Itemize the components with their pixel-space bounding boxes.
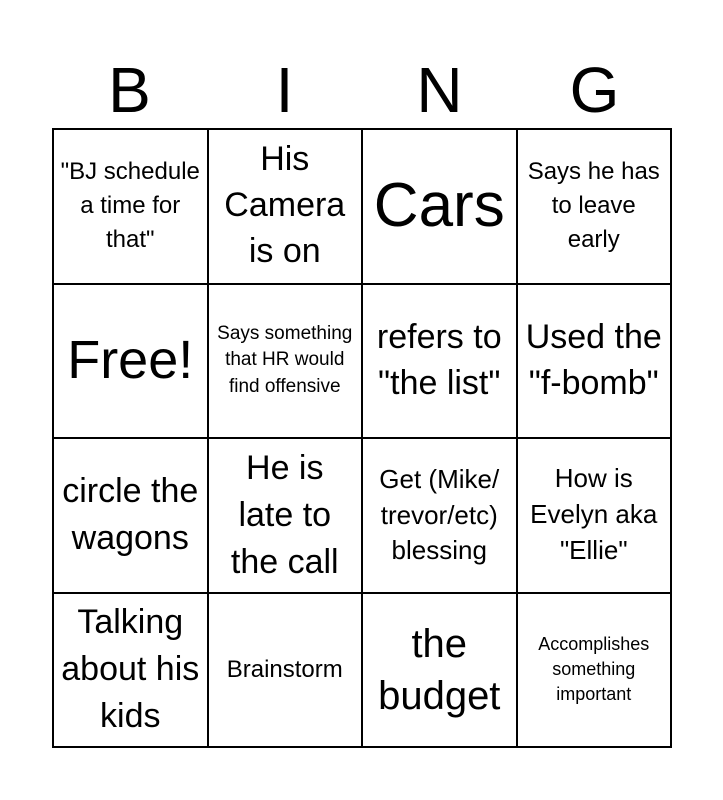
bingo-cell[interactable] [53, 284, 208, 439]
bingo-cell[interactable] [53, 438, 208, 593]
bingo-cell[interactable] [208, 438, 363, 593]
bingo-cell[interactable] [208, 284, 363, 439]
bingo-cell[interactable] [362, 129, 517, 284]
cell-text: Used the "f-bomb" [525, 317, 662, 402]
cell-text: How is Evelyn aka "Ellie" [530, 463, 658, 566]
bingo-cell[interactable] [362, 284, 517, 439]
cell-text: His Camera is on [224, 140, 346, 271]
header-letter-n: N [416, 54, 463, 126]
bingo-cell[interactable] [208, 129, 363, 284]
cell-text: Cars [373, 171, 505, 241]
bingo-cell[interactable] [517, 438, 672, 593]
cell-text: refers to "the list" [376, 317, 502, 402]
bingo-grid [52, 128, 672, 748]
header-letter-g: G [569, 54, 620, 126]
cell-text: Says he has to leave early [527, 158, 660, 254]
header-letter-i: I [275, 54, 294, 126]
cell-text: Talking about his kids [61, 603, 200, 736]
cell-text: Accomplishes something important [538, 633, 650, 705]
bingo-cell[interactable] [53, 129, 208, 284]
header-letter-b: B [108, 54, 151, 126]
bingo-cell[interactable] [517, 284, 672, 439]
bingo-cell[interactable] [362, 593, 517, 748]
bingo-header [52, 52, 672, 128]
cell-text: Get (Mike/ trevor/etc) blessing [379, 464, 500, 565]
bingo-cell[interactable] [362, 438, 517, 593]
cell-text: He is late to the call [230, 448, 339, 581]
cell-text: Brainstorm [226, 656, 343, 684]
cell-text: "BJ schedule a time for that" [60, 158, 200, 254]
bingo-cell[interactable] [517, 129, 672, 284]
bingo-cell[interactable] [208, 593, 363, 748]
bingo-cell[interactable] [517, 593, 672, 748]
bingo-cell[interactable] [53, 593, 208, 748]
cell-text: Free! [67, 330, 194, 391]
cell-text: Says something that HR would find offensive [217, 322, 353, 398]
cell-text: circle the wagons [62, 472, 199, 558]
cell-text: the budget [378, 621, 501, 718]
